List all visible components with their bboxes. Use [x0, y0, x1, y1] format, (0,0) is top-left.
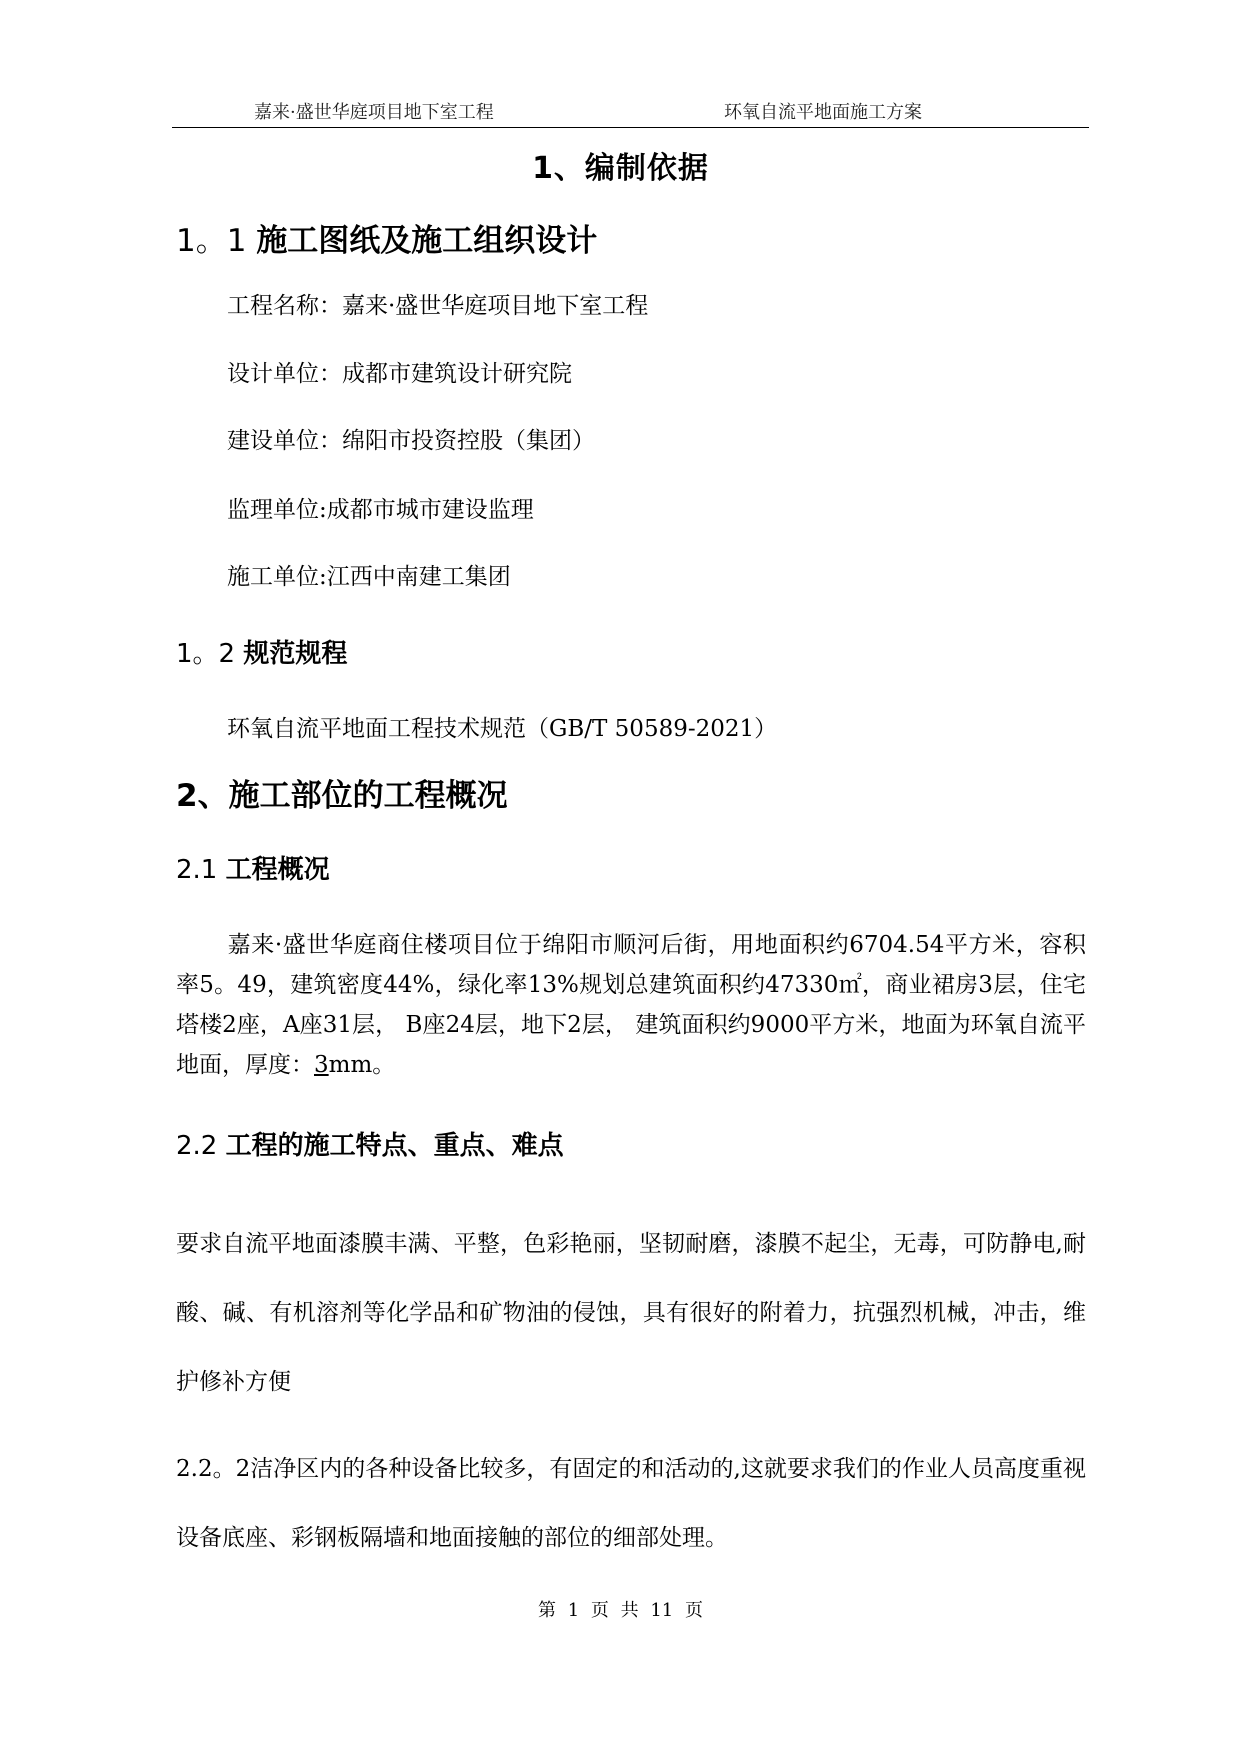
- overview-text-end: mm。: [328, 1052, 396, 1078]
- section-1-2-heading: [176, 636, 347, 672]
- section-title: 施工图纸及施工组织设计: [256, 223, 598, 259]
- section-title: 工程概况: [225, 855, 330, 885]
- standard-reference: 环氧自流平地面工程技术规范（GB/T 50589-2021）: [227, 716, 778, 742]
- requirements-paragraph: 要求自流平地面漆膜丰满、平整，色彩艳丽，坚韧耐磨，漆膜不起尘，无毒，可防静电,耐酸、碱、有机溶剂等化学品和矿物油的侵蚀，具有很好的附着力，抗强烈机械，冲击，维护修补方便: [176, 1231, 1086, 1395]
- section-title: 工程的施工特点、重点、难点: [225, 1131, 564, 1161]
- info-project-name: 工程名称：嘉来·盛世华庭项目地下室工程: [227, 293, 649, 319]
- section-1-1-heading: [176, 220, 597, 262]
- section-number: 2、: [176, 778, 229, 814]
- section-number: 2.1: [176, 855, 218, 885]
- chapter-title: 1、编制依据: [532, 151, 709, 186]
- section-title: 施工部位的工程概况: [228, 778, 508, 814]
- section-number: 1。2: [176, 639, 236, 669]
- info-contractor: 施工单位:江西中南建工集团: [227, 564, 511, 590]
- overview-text: 嘉来·盛世华庭商住楼项目位于绵阳市顺河后街，用地面积约6704.54平方米，容积率5。49，建筑密度44%，绿化率13%规划总建筑面积约47330㎡，商业裙房3层，住宅塔楼2座，A座31层， B座24层，地下2层， 建筑面积约9000平方米，地面为环氧自流平地面，厚度：: [176, 932, 1086, 1078]
- section-number: 2.2: [176, 1131, 218, 1161]
- section-2-2-heading: [176, 1128, 564, 1164]
- info-supervision-unit: 监理单位:成都市城市建设监理: [227, 497, 534, 523]
- header-rule: [172, 127, 1089, 128]
- section-2-heading: [176, 775, 508, 817]
- section-2-1-heading: [176, 852, 330, 888]
- info-construction-owner: 建设单位：绵阳市投资控股（集团）: [227, 428, 595, 454]
- info-design-unit: 设计单位：成都市建筑设计研究院: [227, 361, 572, 387]
- clean-area-paragraph: 2.2。2洁净区内的各种设备比较多，有固定的和活动的,这就要求我们的作业人员高度重视设备底座、彩钢板隔墙和地面接触的部位的细部处理。: [176, 1456, 1086, 1551]
- project-overview-paragraph: [176, 925, 1086, 1085]
- section-number: 1。1: [176, 223, 247, 259]
- page-footer: 第 1 页 共 11 页: [538, 1600, 703, 1621]
- thickness-value: 3: [314, 1052, 329, 1078]
- section-title: 规范规程: [243, 639, 348, 669]
- header-document-title: 环氧自流平地面施工方案: [724, 102, 922, 123]
- header-project-name: 嘉来·盛世华庭项目地下室工程: [254, 102, 494, 123]
